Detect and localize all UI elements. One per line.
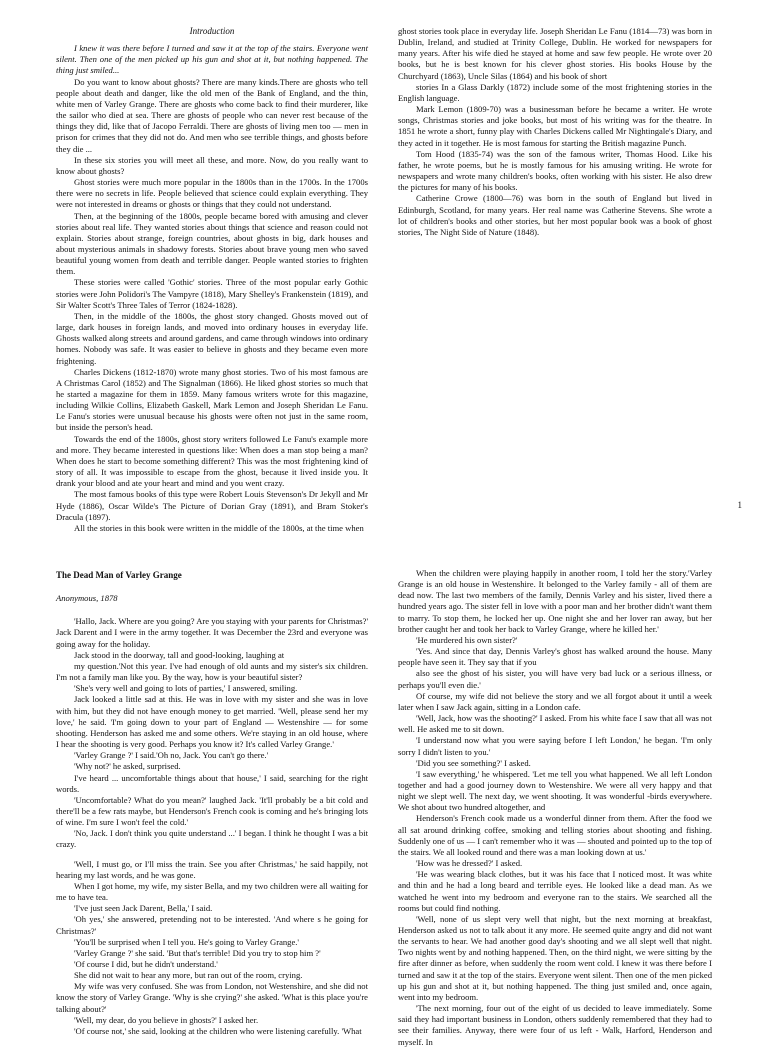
paragraph: Of course, my wife did not believe the story and we all forgot about it until a week later when I saw Jack again, sitting in a London cafe.: [398, 690, 712, 712]
paragraph: 'Well, I must go, or I'll miss the train. See you after Christmas,' he said happily, not hearing my last words, and he was gone.: [56, 858, 368, 880]
paragraph: 'No, Jack. I don't think you quite understand ...' I began. I think he thought I was a bit crazy.: [56, 828, 368, 850]
paragraph: 'Varley Grange ?' I said.'Oh no, Jack. You can't go there.': [74, 750, 269, 761]
intro-left-column: [56, 26, 368, 534]
intro-heading: Introduction: [189, 26, 235, 36]
paragraph: 'He murdered his own sister?': [416, 634, 518, 645]
paragraph: All the stories in this book were written in the middle of the 1800s, at the time when: [74, 522, 364, 533]
paragraph: 'Well, my dear, do you believe in ghosts?' I asked her.: [74, 1014, 259, 1025]
paragraph: I knew it was there before I turned and saw it at the top of the stairs. Everyone went silent. Then one of the men picked up his gun and shot at it, but nothing happened. The thing just smiled...: [56, 43, 368, 76]
paragraph: [56, 851, 368, 859]
paragraph: Jack stood in the doorway, tall and good-looking, laughing at: [74, 649, 285, 660]
paragraph: also see the ghost of his sister, you will have very bad luck or a serious illness, or perhaps you'll even die.': [398, 668, 712, 690]
page-number: 1: [737, 500, 742, 510]
intro-right-column: [398, 26, 712, 238]
story-right-column: [398, 568, 712, 1048]
story-left-paragraphs: [56, 616, 368, 1037]
paragraph: 'Of course not,' she said, looking at the children who were listening carefully. 'What: [74, 1025, 362, 1036]
story-right-paragraphs: [398, 568, 712, 1048]
paragraph: Henderson's French cook made us a wonderful dinner from them. After the food we all sat around drinking coffee, smoking and telling stories about shooting and fishing. Suddenly one of us — I can't remember who it was — shouted and pointed up to the top of the stairs. We all looked round and there was a man looking down at us.': [398, 813, 712, 857]
paragraph: Then, at the beginning of the 1800s, people became bored with amusing and clever stories about real life. They wanted stories about things that science and reason could not explain. Stories about strange, foreign countries, about ghosts in big, dark houses and about mysterious animals in shadowy forests. Stories about brave young men who saved beautiful young women from death and terrible danger. People wanted stories to frighten them.: [56, 210, 368, 277]
paragraph: 'Oh yes,' she answered, pretending not to be interested. 'And where s he going for Christmas?': [56, 914, 368, 936]
paragraph: 'I've just seen Jack Darent, Bella,' I said.: [74, 903, 213, 914]
paragraph: 'He was wearing black clothes, but it was his face that I noticed most. It was white and thin and he had a long beard and terrible eyes. He looked like a dead man. As we watched he went into my bedroom and everyone ran to the stairs. We searched all the rooms but could find nothing.: [398, 869, 712, 913]
paragraph: My wife was very confused. She was from London, not Westenshire, and she did not know the story of Varley Grange. 'Why is she crying?' she asked. 'What is this place you're talking about?': [56, 981, 368, 1014]
paragraph: 'Hallo, Jack. Where are you going? Are you staying with your parents for Christmas?' Jack Darent and I were in the army together. It was December the 23rd and everyone was going away for the holiday.: [56, 616, 368, 649]
paragraph: When the children were playing happily in another room, I told her the story.'Varley Grange is an old house in Westenshire. It belonged to the Varley family - all of them are dead now. The last two members of the family, Dennis Varley and his sister, lived there a hundred years ago. The sister fell in love with a poor man and her brother didn't want them to marry. To stop them, he locked her up. One night she and her lover ran away, but her brother caught her and took her back to Varley Grange, where he killed her.': [398, 568, 712, 634]
paragraph: 'Why not?' he asked, surprised.: [74, 761, 181, 772]
paragraph: 'You'll be surprised when I tell you. He's going to Varley Grange.': [74, 936, 299, 947]
paragraph: Do you want to know about ghosts? There are many kinds.There are ghosts who tell people about death and danger, like the old men of the Bank of England, and the thin, white men of Varley Grange. There are ghosts who come back to find their murderer, like the sailor who died at sea. There are ghosts of people who can never rest because of the things they did, like that of Jacopo Ferraldi. There are ghosts of living men too — men in prison for crimes that they did not do. And men who see terrible things, and ghosts before they die ...: [56, 76, 368, 154]
paragraph: These stories were called 'Gothic' stories. Three of the most popular early Gothic stories were John Polidori's The Vampyre (1818), Mary Shelley's Frankenstein (1819), and Sir Walter Scott's Three Tales of Terror (1824-1828).: [56, 277, 368, 310]
paragraph: 'Yes. And since that day, Dennis Varley's ghost has walked around the house. Many people have seen it. They say that if you: [398, 646, 712, 668]
paragraph: my question.'Not this year. I've had enough of old aunts and my sister's six children. I'm not a family man like you. By the way, how is your beautiful sister?: [56, 660, 368, 683]
paragraph: Charles Dickens (1812-1870) wrote many ghost stories. Two of his most famous are A Christmas Carol (1852) and The Signalman (1866). He liked ghost stories so much that he started a magazine for them in 1859. Many famous writers wrote for this magazine, including Wilkie Collins, Elizabeth Gaskell, Mark Lemon and Joseph Sheridan Le Fanu. Le Fanu's stories were unusual because his ghosts were often not just in the same room, but inside the person's head.: [56, 366, 368, 433]
intro-right-paragraphs: [398, 26, 712, 238]
paragraph: I've heard ... uncomfortable things about that house,' I said, searching for the right words.: [56, 772, 368, 794]
paragraph: 'The next morning, four out of the eight of us decided to leave immediately. Some said they had important business in London, others suddenly remembered that they had to see their families. Anyway, there were four of us left - Walk, Harford, Henderson and myself. In: [398, 1003, 712, 1047]
paragraph: 'I understand now what you were saying before I left London,' he began. 'I'm only sorry I didn't listen to you.': [398, 735, 712, 757]
paragraph: 'Well, Jack, how was the shooting?' I asked. From his white face I saw that all was not well. He asked me to sit down.: [398, 713, 712, 735]
paragraph: Catherine Crowe (1800—76) was born in the south of England but lived in Edinburgh, Scotland, for many years. Her real name was Catherine Stevens. She wrote a lot of children's books and other stories, but her most popular book was a book of ghost stories, The Night Side of Nature (1848).: [398, 193, 712, 237]
story-title: The Dead Man of Varley Grange: [56, 570, 182, 580]
story-left-column: [56, 570, 368, 1037]
paragraph: 'Well, none of us slept very well that night, but the next morning at breakfast, Henderson asked us not to talk about it any more. He seemed quite angry and did not want the servants to hear. We had another good day's shooting and we all slept well that night. Two nights went by and nothing happened. Then, on the third night, we were sitting by the fire after dinner as before, when suddenly the room went cold. I knew it was there before I turned and saw it at the top of the stairs. Everyone went silent. Then one of the men picked up his gun and shot at it, but nothing happened. The thing just smiled and, once again, went into my bedroom.: [398, 913, 712, 1002]
paragraph: In these six stories you will meet all these, and more. Now, do you really want to know about ghosts?: [56, 154, 368, 176]
paragraph: stories In a Glass Darkly (1872) include some of the most frightening stories in the English language.: [398, 81, 712, 103]
story-author: Anonymous, 1878: [56, 593, 118, 604]
paragraph: 'I saw everything,' he whispered. 'Let me tell you what happened. We all left London together and had a good journey down to Westenshire. We were all very happy and that night we slept well. The next day, we went shooting. It was wonderful -birds everywhere. We shot about two hundred altogether, and: [398, 768, 712, 813]
paragraph: Ghost stories were much more popular in the 1800s than in the 1700s. In the 1700s there were no secrets in life. People believed that science could explain everything. They were not interested in dreams or ghosts or things that they could not understand.: [56, 177, 368, 210]
paragraph: 'Varley Grange ?' she said. 'But that's terrible! Did you try to stop him ?': [74, 947, 321, 958]
intro-left-paragraphs: [56, 43, 368, 534]
paragraph: ghost stories took place in everyday life. Joseph Sheridan Le Fanu (1814—73) was born in Dublin, Ireland, and studied at Trinity College, Dublin. He worked for newspapers for many years. After his wife died he stayed at home and saw few people. He wrote over 20 books, but he is best known for his clever ghost stories. His books House by the Churchyard (1863), Uncle Silas (1864) and his book of short: [398, 26, 712, 81]
paragraph: Tom Hood (1835-74) was the son of the famous writer, Thomas Hood. Like his father, he wrote poems, but he is mostly famous for his amusing writing. He wrote for newspapers and wrote many children's books, often working with his sister. He also drew the pictures for many of his books.: [398, 148, 712, 193]
paragraph: 'Of course I did, but he didn't understand.': [74, 959, 218, 969]
paragraph: 'She's very well and going to lots of parties,' I answered, smiling.: [74, 683, 298, 694]
paragraph: 'Did you see something?' I asked.: [416, 757, 531, 768]
paragraph: The most famous books of this type were Robert Louis Stevenson's Dr Jekyll and Mr Hyde (1886), Oscar Wilde's The Picture of Dorian Gray (1891), and Bram Stoker's Dracula (1897).: [56, 489, 368, 522]
paragraph: 'How was he dressed?' I asked.: [416, 858, 523, 869]
paragraph: Then, in the middle of the 1800s, the ghost story changed. Ghosts moved out of large, dark houses in foreign lands, and moved into ordinary houses in everyday life. Ghosts walked along streets and around gardens, and came through windows into ordinary homes. Nobody was safe. It was easier to believe in ghosts and they became even more frightening.: [56, 310, 368, 366]
paragraph: When I got home, my wife, my sister Bella, and my two children were all waiting for me to have tea.: [56, 880, 368, 903]
paragraph: Mark Lemon (1809-70) was a businessman before he became a writer. He wrote songs, Christmas stories and joke books, but most of his writing was for the theatre. In 1851 he wrote a short, funny play with Charles Dickens called Mr Nightingale's Diary, and they acted in it together. He is most famous for starting the British magazine Punch.: [398, 104, 712, 148]
paragraph: Jack looked a little sad at this. He was in love with my sister and she was in love with him, but they did not have enough money to get married. 'Well, please send her my love,' he said. 'I'm going down to your part of England — Westenshire — for some shooting. Henderson has asked me and some others. We're staying in an old house, where I hear the shooting is very good. Perhaps you know it? It's called Varley Grange.': [56, 694, 368, 750]
paragraph: 'Uncomfortable? What do you mean?' laughed Jack. 'It'll probably be a bit cold and there'll be a few rats maybe, but Henderson's French cook is coming and he's bringing lots of wine. I'm sure I won't feel the cold.': [56, 794, 368, 828]
paragraph: She did not wait to hear any more, but ran out of the room, crying.: [74, 970, 303, 981]
paragraph: Towards the end of the 1800s, ghost story writers followed Le Fanu's example more and more. They became interested in questions like: When does a man stop being a man? When does he start to become something different? This was the most frightening kind of story of all. It was impossible to escape from the ghost, because it lived inside you. It drank your blood and ate your heart and mind and you went crazy.: [56, 433, 368, 489]
story-page: [0, 560, 768, 1047]
